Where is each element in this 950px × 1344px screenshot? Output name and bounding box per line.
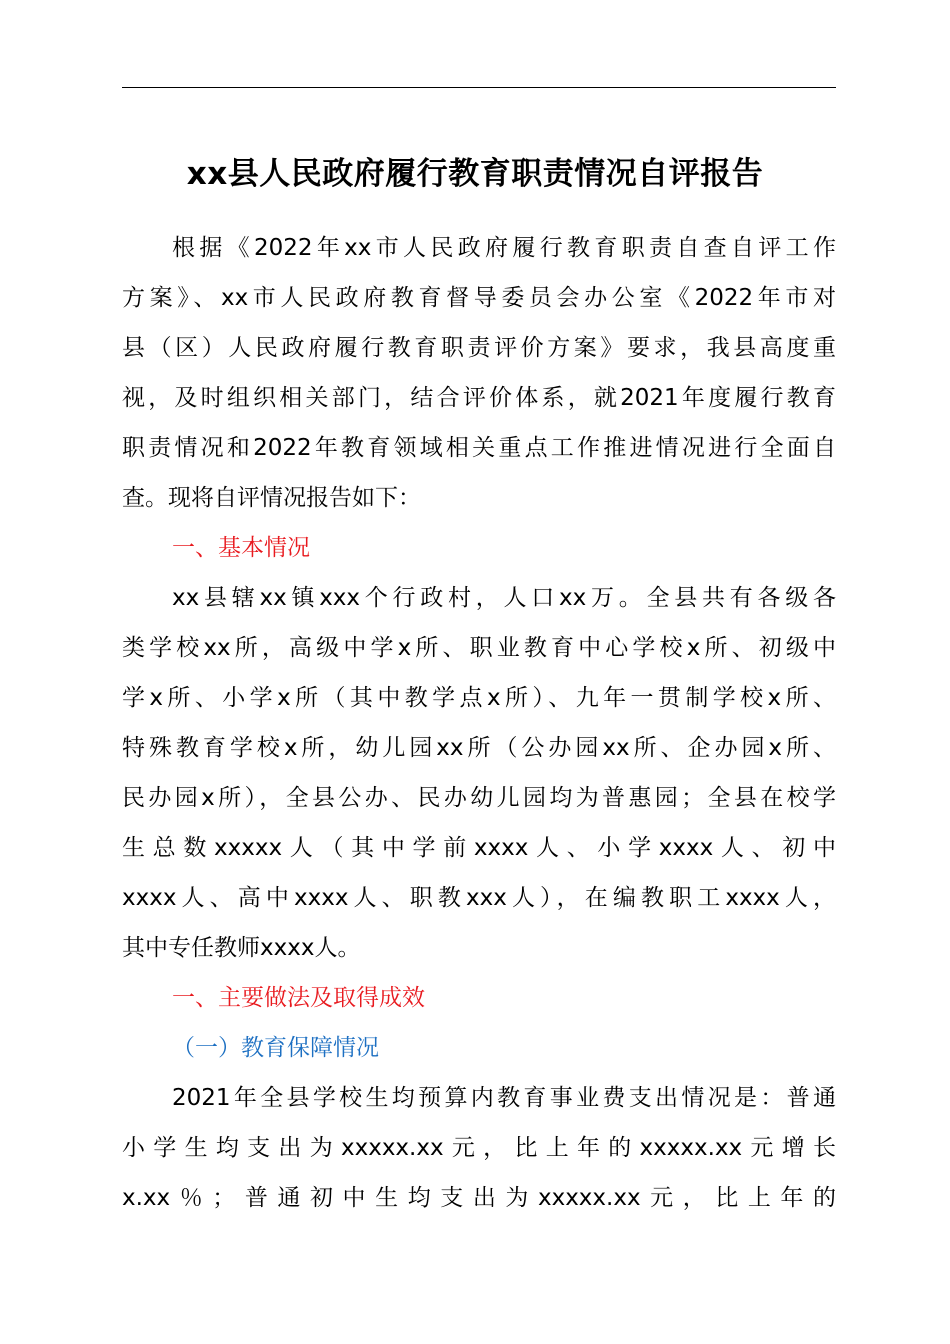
paragraph-line: 小学生均支出为xxxxx.xx元，比上年的xxxxx.xx元增长 bbox=[122, 1135, 836, 1161]
section-heading: 一、主要做法及取得成效 bbox=[172, 985, 425, 1011]
paragraph-line: 方案》、xx市人民政府教育督导委员会办公室《2022年市对 bbox=[122, 285, 836, 311]
paragraph-line: 类学校xx所，高级中学x所、职业教育中心学校x所、初级中 bbox=[122, 635, 836, 661]
paragraph-line: 职责情况和2022年教育领域相关重点工作推进情况进行全面自 bbox=[122, 435, 836, 461]
paragraph-line: x.xx％；普通初中生均支出为xxxxx.xx元，比上年的 bbox=[122, 1185, 836, 1211]
paragraph-line: 查。现将自评情况报告如下： bbox=[122, 485, 421, 511]
header-rule bbox=[122, 87, 836, 88]
paragraph-line: 学x所、小学x所（其中教学点x所）、九年一贯制学校x所、 bbox=[122, 685, 836, 711]
paragraph-line: 视，及时组织相关部门，结合评价体系，就2021年度履行教育 bbox=[122, 385, 836, 411]
paragraph-line: xx县辖xx镇xxx个行政村，人口xx万。全县共有各级各 bbox=[172, 585, 836, 611]
paragraph-line: 2021年全县学校生均预算内教育事业费支出情况是：普通 bbox=[172, 1085, 836, 1111]
paragraph-line: 特殊教育学校x所，幼儿园xx所（公办园xx所、企办园x所、 bbox=[122, 735, 836, 761]
paragraph-line: xxxx人、高中xxxx人、职教xxx人），在编教职工xxxx人， bbox=[122, 885, 836, 911]
section-heading: 一、基本情况 bbox=[172, 535, 310, 561]
paragraph-line: 民办园x所），全县公办、民办幼儿园均为普惠园；全县在校学 bbox=[122, 785, 836, 811]
subsection-heading: （一）教育保障情况 bbox=[172, 1035, 379, 1061]
paragraph-line: 生总数xxxxx人（其中学前xxxx人、小学xxxx人、初中 bbox=[122, 835, 836, 861]
paragraph-line: 其中专任教师xxxx人。 bbox=[122, 935, 361, 961]
paragraph-line: 根据《2022年xx市人民政府履行教育职责自查自评工作 bbox=[172, 235, 836, 261]
document-title: xx县人民政府履行教育职责情况自评报告 bbox=[186, 156, 764, 192]
paragraph-line: 县（区）人民政府履行教育职责评价方案》要求，我县高度重 bbox=[122, 335, 836, 361]
